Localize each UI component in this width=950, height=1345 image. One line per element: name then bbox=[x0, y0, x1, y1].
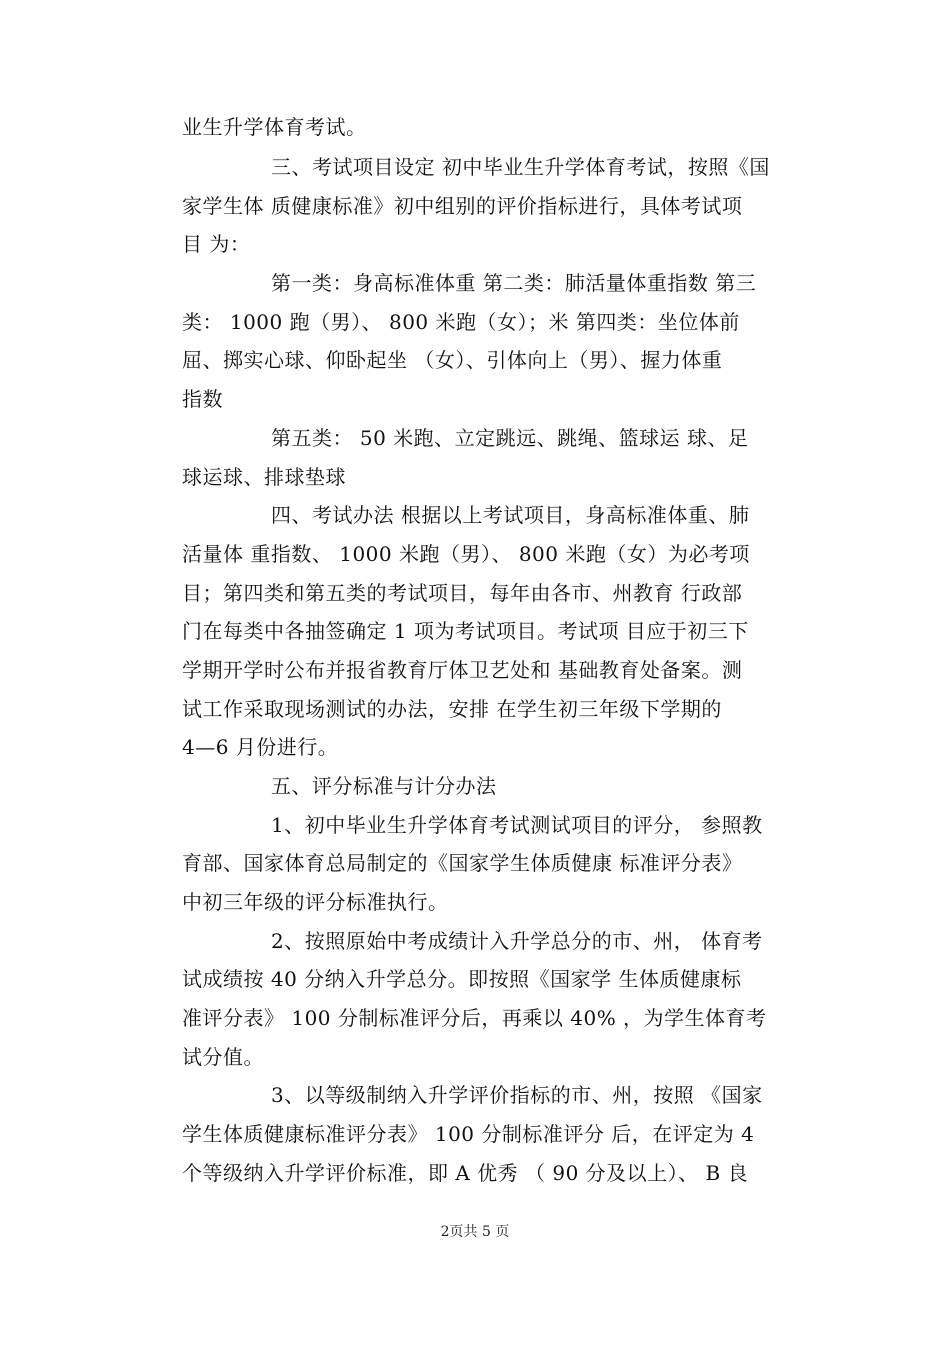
text-line: 第五类： 50 米跑、立定跳远、跳绳、篮球运 球、足 bbox=[271, 426, 749, 450]
text-line: 第一类：身高标准体重 第二类：肺活量体重指数 第三 bbox=[271, 271, 757, 295]
text-line: 试成绩按 40 分纳入升学总分。即按照《国家学 生体质健康标 bbox=[182, 967, 742, 991]
text-line: 类： 1000 跑（男）、 800 米跑（女）；米 第四类：坐位体前 bbox=[182, 310, 740, 334]
section-heading-line: 五、评分标准与计分办法 bbox=[271, 774, 497, 798]
text-line: 学生体质健康标准评分表》 100 分制标准评分 后，在评定为 4 bbox=[182, 1122, 755, 1146]
text-line: 活量体 重指数、 1000 米跑（男）、 800 米跑（女）为必考项 bbox=[182, 542, 750, 566]
text-line: 个等级纳入升学评价标准，即 A 优秀 （ 90 分及以上）、 B 良 bbox=[182, 1161, 749, 1185]
text-line: 中初三年级的评分标准执行。 bbox=[182, 890, 449, 914]
text-line: 业生升学体育考试。 bbox=[182, 115, 367, 139]
text-line: 门在每类中各抽签确定 1 项为考试项目。考试项 目应于初三下 bbox=[182, 619, 749, 643]
section-heading-line: 四、考试办法 根据以上考试项目，身高标准体重、肺 bbox=[271, 503, 750, 527]
text-line: 试分值。 bbox=[182, 1045, 264, 1069]
text-line: 球运球、排球垫球 bbox=[182, 465, 346, 489]
text-line: 4—6 月份进行。 bbox=[182, 735, 339, 759]
text-line: 2、按照原始中考成绩计入升学总分的市、州， 体育考 bbox=[271, 929, 763, 953]
page-number-footer: 2页共 5 页 bbox=[440, 1224, 510, 1240]
text-line: 3、以等级制纳入升学评价指标的市、州，按照 《国家 bbox=[271, 1083, 763, 1107]
text-line: 育部、国家体育总局制定的《国家学生体质健康 标准评分表》 bbox=[182, 851, 743, 875]
text-line: 准评分表》 100 分制标准评分后，再乘以 40% ，为学生体育考 bbox=[182, 1006, 767, 1030]
text-line: 屈、掷实心球、仰卧起坐 （女）、引体向上（男）、握力体重 bbox=[182, 348, 723, 372]
section-heading-line: 三、考试项目设定 初中毕业生升学体育考试，按照《国 bbox=[271, 155, 770, 179]
text-line: 指数 bbox=[182, 387, 223, 411]
text-line: 学期开学时公布并报省教育厅体卫艺处和 基础教育处备案。测 bbox=[182, 658, 743, 682]
text-line: 目；第四类和第五类的考试项目，每年由各市、州教育 行政部 bbox=[182, 581, 743, 605]
text-line: 试工作采取现场测试的办法，安排 在学生初三年级下学期的 bbox=[182, 697, 722, 721]
text-line: 家学生体 质健康标准》初中组别的评价指标进行，具体考试项 bbox=[182, 194, 743, 218]
text-line: 1、初中毕业生升学体育考试测试项目的评分， 参照教 bbox=[271, 813, 763, 837]
text-line: 目 为： bbox=[182, 232, 251, 256]
